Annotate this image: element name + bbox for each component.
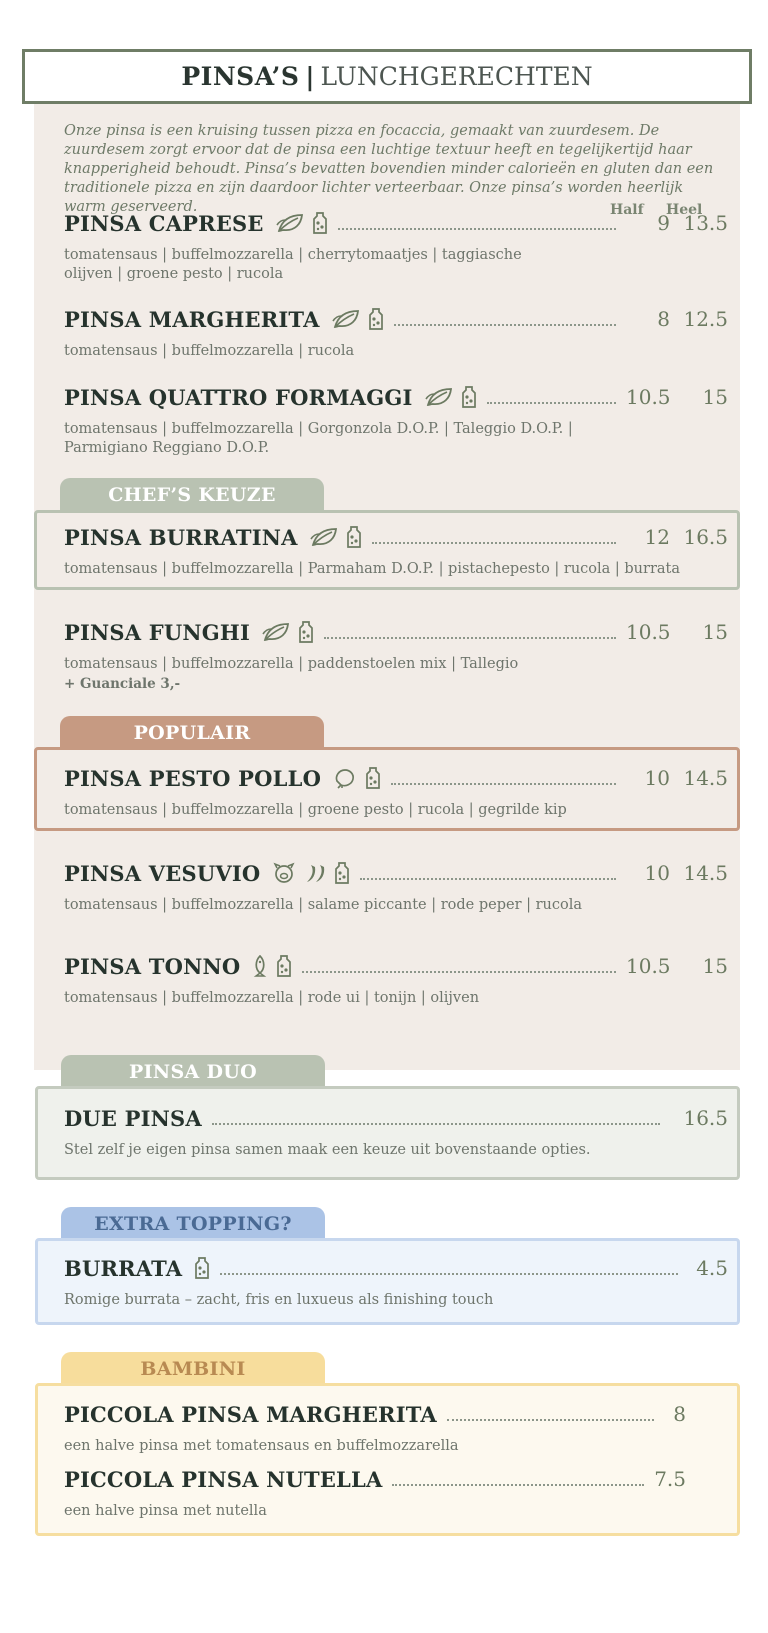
price-full: 14.5 xyxy=(683,861,728,885)
item-name: PINSA VESUVIO xyxy=(64,860,261,886)
price-half: 10.5 xyxy=(626,954,671,978)
tab-bambini xyxy=(61,1352,325,1385)
pig-icon xyxy=(272,862,296,884)
price-full: 15 xyxy=(702,620,728,644)
leaf-icon xyxy=(262,621,290,643)
cheese-icon xyxy=(365,767,381,789)
price-half: 10.5 xyxy=(626,385,671,409)
item-description: Romige burrata – zacht, fris en luxueus als finishing touch xyxy=(64,1292,494,1308)
leader-dots xyxy=(302,971,616,973)
menu-item-margherita xyxy=(64,304,728,361)
menu-item-tonno xyxy=(64,951,728,1008)
chili-icon xyxy=(304,862,326,884)
price-full: 12.5 xyxy=(683,307,728,331)
price-half: 10 xyxy=(644,861,670,885)
menu-item-funghi xyxy=(64,617,728,692)
item-name: PINSA FUNGHI xyxy=(64,619,250,645)
item-description: tomatensaus | buffelmozzarella | salame piccante | rode peper | rucola xyxy=(64,897,583,913)
leaf-icon xyxy=(276,212,304,234)
item-name: BURRATA xyxy=(64,1255,183,1281)
item-description: tomatensaus | buffelmozzarella | Gorgonzola D.O.P. | Taleggio D.O.P. | Parmigiano Reggiano D.O.P. xyxy=(64,421,573,456)
tab-label: CHEF’S KEUZE xyxy=(108,483,276,506)
cheese-icon xyxy=(194,1257,210,1279)
tab-populair xyxy=(60,716,324,749)
leader-dots xyxy=(212,1123,660,1125)
price-half: 10 xyxy=(644,766,670,790)
tab-label: EXTRA TOPPING? xyxy=(94,1212,292,1235)
price: 8 xyxy=(673,1402,686,1426)
fish-icon xyxy=(252,955,268,977)
leader-dots xyxy=(447,1419,654,1421)
item-description: tomatensaus | buffelmozzarella | paddenstoelen mix | Tallegio xyxy=(64,656,519,672)
header-title-bold: PINSA’S xyxy=(181,62,300,91)
price-half: 8 xyxy=(657,307,670,331)
item-name: PINSA QUATTRO FORMAGGI xyxy=(64,384,413,410)
header-title-light: LUNCHGERECHTEN xyxy=(320,62,593,91)
price-half: 9 xyxy=(657,211,670,235)
item-name: PINSA MARGHERITA xyxy=(64,306,320,332)
tab-pinsa-duo xyxy=(61,1055,325,1088)
item-description: tomatensaus | buffelmozzarella | rucola xyxy=(64,343,355,359)
leaf-icon xyxy=(310,526,338,548)
item-name: DUE PINSA xyxy=(64,1105,202,1131)
price: 16.5 xyxy=(683,1106,728,1130)
item-description: tomatensaus | buffelmozzarella | cherrytomaatjes | taggiasche olijven | groene pesto | rucola xyxy=(64,247,522,282)
tab-label: PINSA DUO xyxy=(129,1060,257,1083)
item-name: PINSA PESTO POLLO xyxy=(64,765,322,791)
price-full: 16.5 xyxy=(683,525,728,549)
price: 4.5 xyxy=(696,1256,728,1280)
cheese-icon xyxy=(368,308,384,330)
menu-item-burrata xyxy=(64,1253,728,1310)
tab-chefs-keuze xyxy=(60,478,324,511)
item-name: PINSA CAPRESE xyxy=(64,210,264,236)
cheese-icon xyxy=(298,621,314,643)
leader-dots xyxy=(372,542,616,544)
tab-label: POPULAIR xyxy=(133,721,251,744)
leader-dots xyxy=(391,783,616,785)
leaf-icon xyxy=(425,386,453,408)
leaf-icon xyxy=(332,308,360,330)
column-header-full: Heel xyxy=(666,202,703,218)
item-extra: + Guanciale 3,- xyxy=(64,676,181,692)
price-half: 10.5 xyxy=(626,620,671,644)
leader-dots xyxy=(220,1273,678,1275)
column-header-half: Half xyxy=(610,202,644,218)
menu-item-pesto-pollo xyxy=(64,763,728,820)
intro-text: Onze pinsa is een kruising tussen pizza en focaccia, gemaakt van zuurdesem. De zuurdesem zorgt ervoor dat de pinsa een luchtige textuur heeft en tegelijkertijd haar knapperigheid behoudt. Pinsa’s bevatten bovendien minder calorieën en gluten dan een traditionele pizza en zijn daardoor lichter verteerbaar. Onze pinsa’s worden heerlijk warm geserveerd. xyxy=(64,123,714,215)
menu-item-caprese xyxy=(64,208,728,284)
menu-item-due-pinsa xyxy=(64,1103,728,1160)
price-full: 13.5 xyxy=(683,211,728,235)
tab-label: BAMBINI xyxy=(140,1357,246,1380)
menu-item-vesuvio xyxy=(64,858,728,915)
price-full: 15 xyxy=(702,954,728,978)
item-name: PICCOLA PINSA NUTELLA xyxy=(64,1466,383,1492)
item-description: tomatensaus | buffelmozzarella | rode ui | tonijn | olijven xyxy=(64,990,480,1006)
leader-dots xyxy=(338,228,616,230)
cheese-icon xyxy=(334,862,350,884)
price-half: 12 xyxy=(644,525,670,549)
cheese-icon xyxy=(276,955,292,977)
menu-item-quattro-formaggi xyxy=(64,382,728,458)
price-full: 15 xyxy=(702,385,728,409)
leader-dots xyxy=(392,1484,644,1486)
cheese-icon xyxy=(461,386,477,408)
leader-dots xyxy=(487,402,616,404)
menu-item-burratina xyxy=(64,522,728,579)
item-description: tomatensaus | buffelmozzarella | Parmaham D.O.P. | pistachepesto | rucola | burrata xyxy=(64,561,681,577)
price-full: 14.5 xyxy=(683,766,728,790)
item-name: PICCOLA PINSA MARGHERITA xyxy=(64,1401,437,1427)
item-description: Stel zelf je eigen pinsa samen maak een keuze uit bovenstaande opties. xyxy=(64,1142,591,1158)
tab-extra-topping xyxy=(61,1207,325,1240)
cheese-icon xyxy=(346,526,362,548)
leader-dots xyxy=(324,637,616,639)
item-description: een halve pinsa met tomatensaus en buffelmozzarella xyxy=(64,1438,459,1454)
item-description: tomatensaus | buffelmozzarella | groene pesto | rucola | gegrilde kip xyxy=(64,802,567,818)
menu-item-piccola-nutella xyxy=(64,1464,686,1521)
header-separator: | xyxy=(305,62,315,91)
page-header xyxy=(22,49,752,104)
menu-item-piccola-margherita xyxy=(64,1399,686,1456)
chicken-icon xyxy=(333,767,357,789)
price: 7.5 xyxy=(654,1467,686,1491)
item-description: een halve pinsa met nutella xyxy=(64,1503,267,1519)
cheese-icon xyxy=(312,212,328,234)
leader-dots xyxy=(394,324,616,326)
item-name: PINSA TONNO xyxy=(64,953,241,979)
leader-dots xyxy=(360,878,616,880)
item-name: PINSA BURRATINA xyxy=(64,524,298,550)
